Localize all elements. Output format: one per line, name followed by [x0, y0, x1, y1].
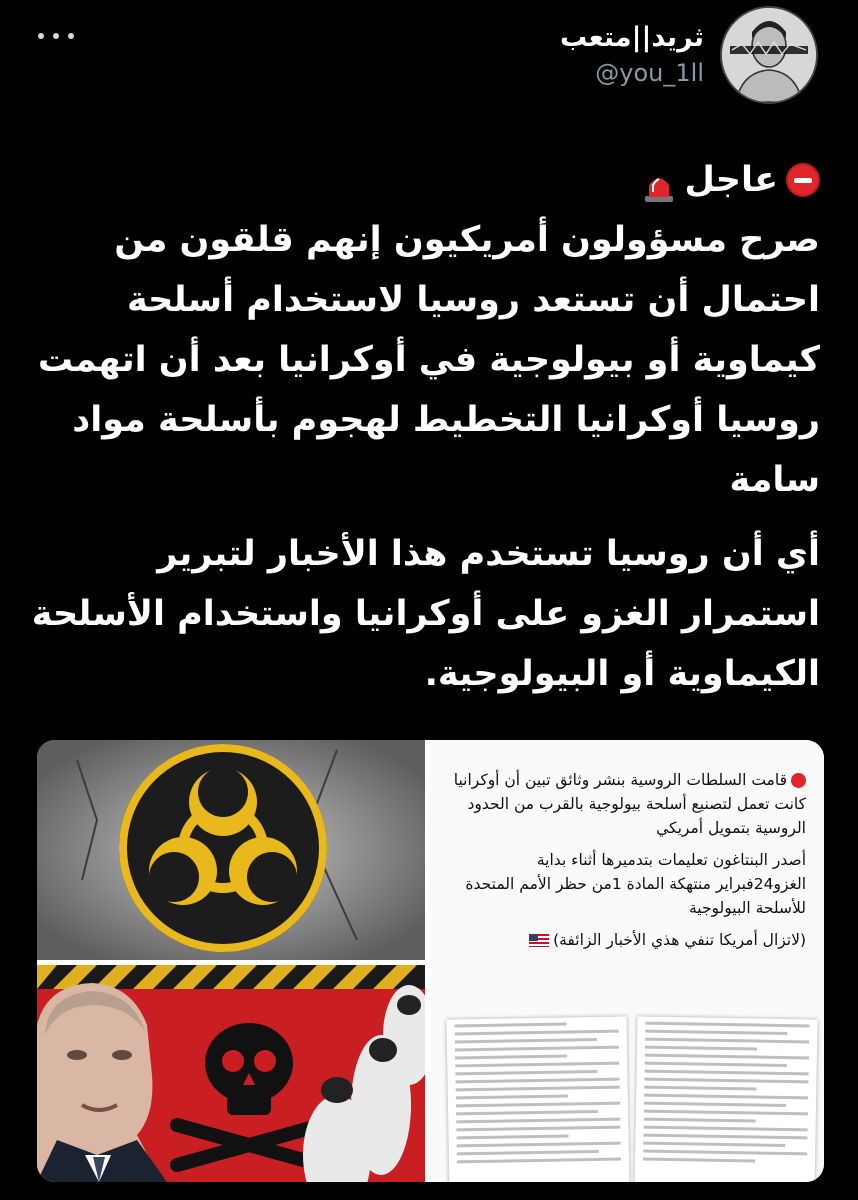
red-circle-icon [791, 773, 806, 788]
biohazard-image[interactable] [37, 740, 425, 960]
tweet-headline [30, 150, 820, 210]
author-handle[interactable]: @you_1ll [595, 59, 704, 87]
document-image[interactable] [430, 740, 824, 1182]
doc-paragraph-text: (لاتزال أمريكا تنفي هذي الأخبار الزائفة) [553, 931, 806, 949]
headline-text: عاجل [684, 160, 778, 200]
tweet-paragraph: أي أن روسيا تستخدم هذا الأخبار لتبرير استمرار الغزو على أوكرانيا واستخدام الأسلحة الكيماوية أو البيولوجية. [31, 534, 820, 694]
tweet-body [30, 150, 820, 704]
author-info [560, 20, 704, 90]
us-flag-icon [529, 934, 549, 947]
skull-hazard-illustration [37, 965, 425, 1182]
document-scan-right [634, 1016, 817, 1182]
document-scan-left [446, 1016, 629, 1182]
avatar[interactable] [720, 6, 818, 104]
doc-paragraph [442, 768, 806, 840]
putin-skull-image[interactable] [37, 965, 425, 1182]
tweet-media[interactable] [37, 740, 824, 1182]
tweet-paragraph: صرح مسؤولون أمريكيون إنهم قلقون من احتمال أن تستعد روسيا لاستخدام أسلحة كيماوية أو بيولوجية في أوكرانيا بعد أن اتهمت روسيا أوكرانيا التخطيط لهجوم بأسلحة مواد سامة [37, 220, 820, 500]
doc-paragraph [442, 928, 806, 952]
stop-sign-icon [786, 163, 820, 197]
more-options-icon[interactable] [38, 24, 74, 48]
doc-paragraph-text: قامت السلطات الروسية بنشر وثائق تبين أن أوكرانيا كانت تعمل لتصنيع أسلحة بيولوجية بالقرب من الحدود الروسية بتمويل أمريكي [453, 771, 806, 837]
biohazard-icon [37, 740, 425, 960]
document-caption [442, 768, 806, 960]
siren-icon [642, 163, 676, 197]
author-name[interactable]: ثريد||متعب [560, 22, 704, 53]
tweet-author[interactable] [560, 6, 818, 104]
avatar-portrait-icon [722, 8, 816, 102]
doc-paragraph: أصدر البنتاغون تعليمات بتدميرها أثناء بداية الغزو24فبراير منتهكة المادة 1من حظر الأمم المتحدة للأسلحة البيولوجية [465, 851, 806, 917]
